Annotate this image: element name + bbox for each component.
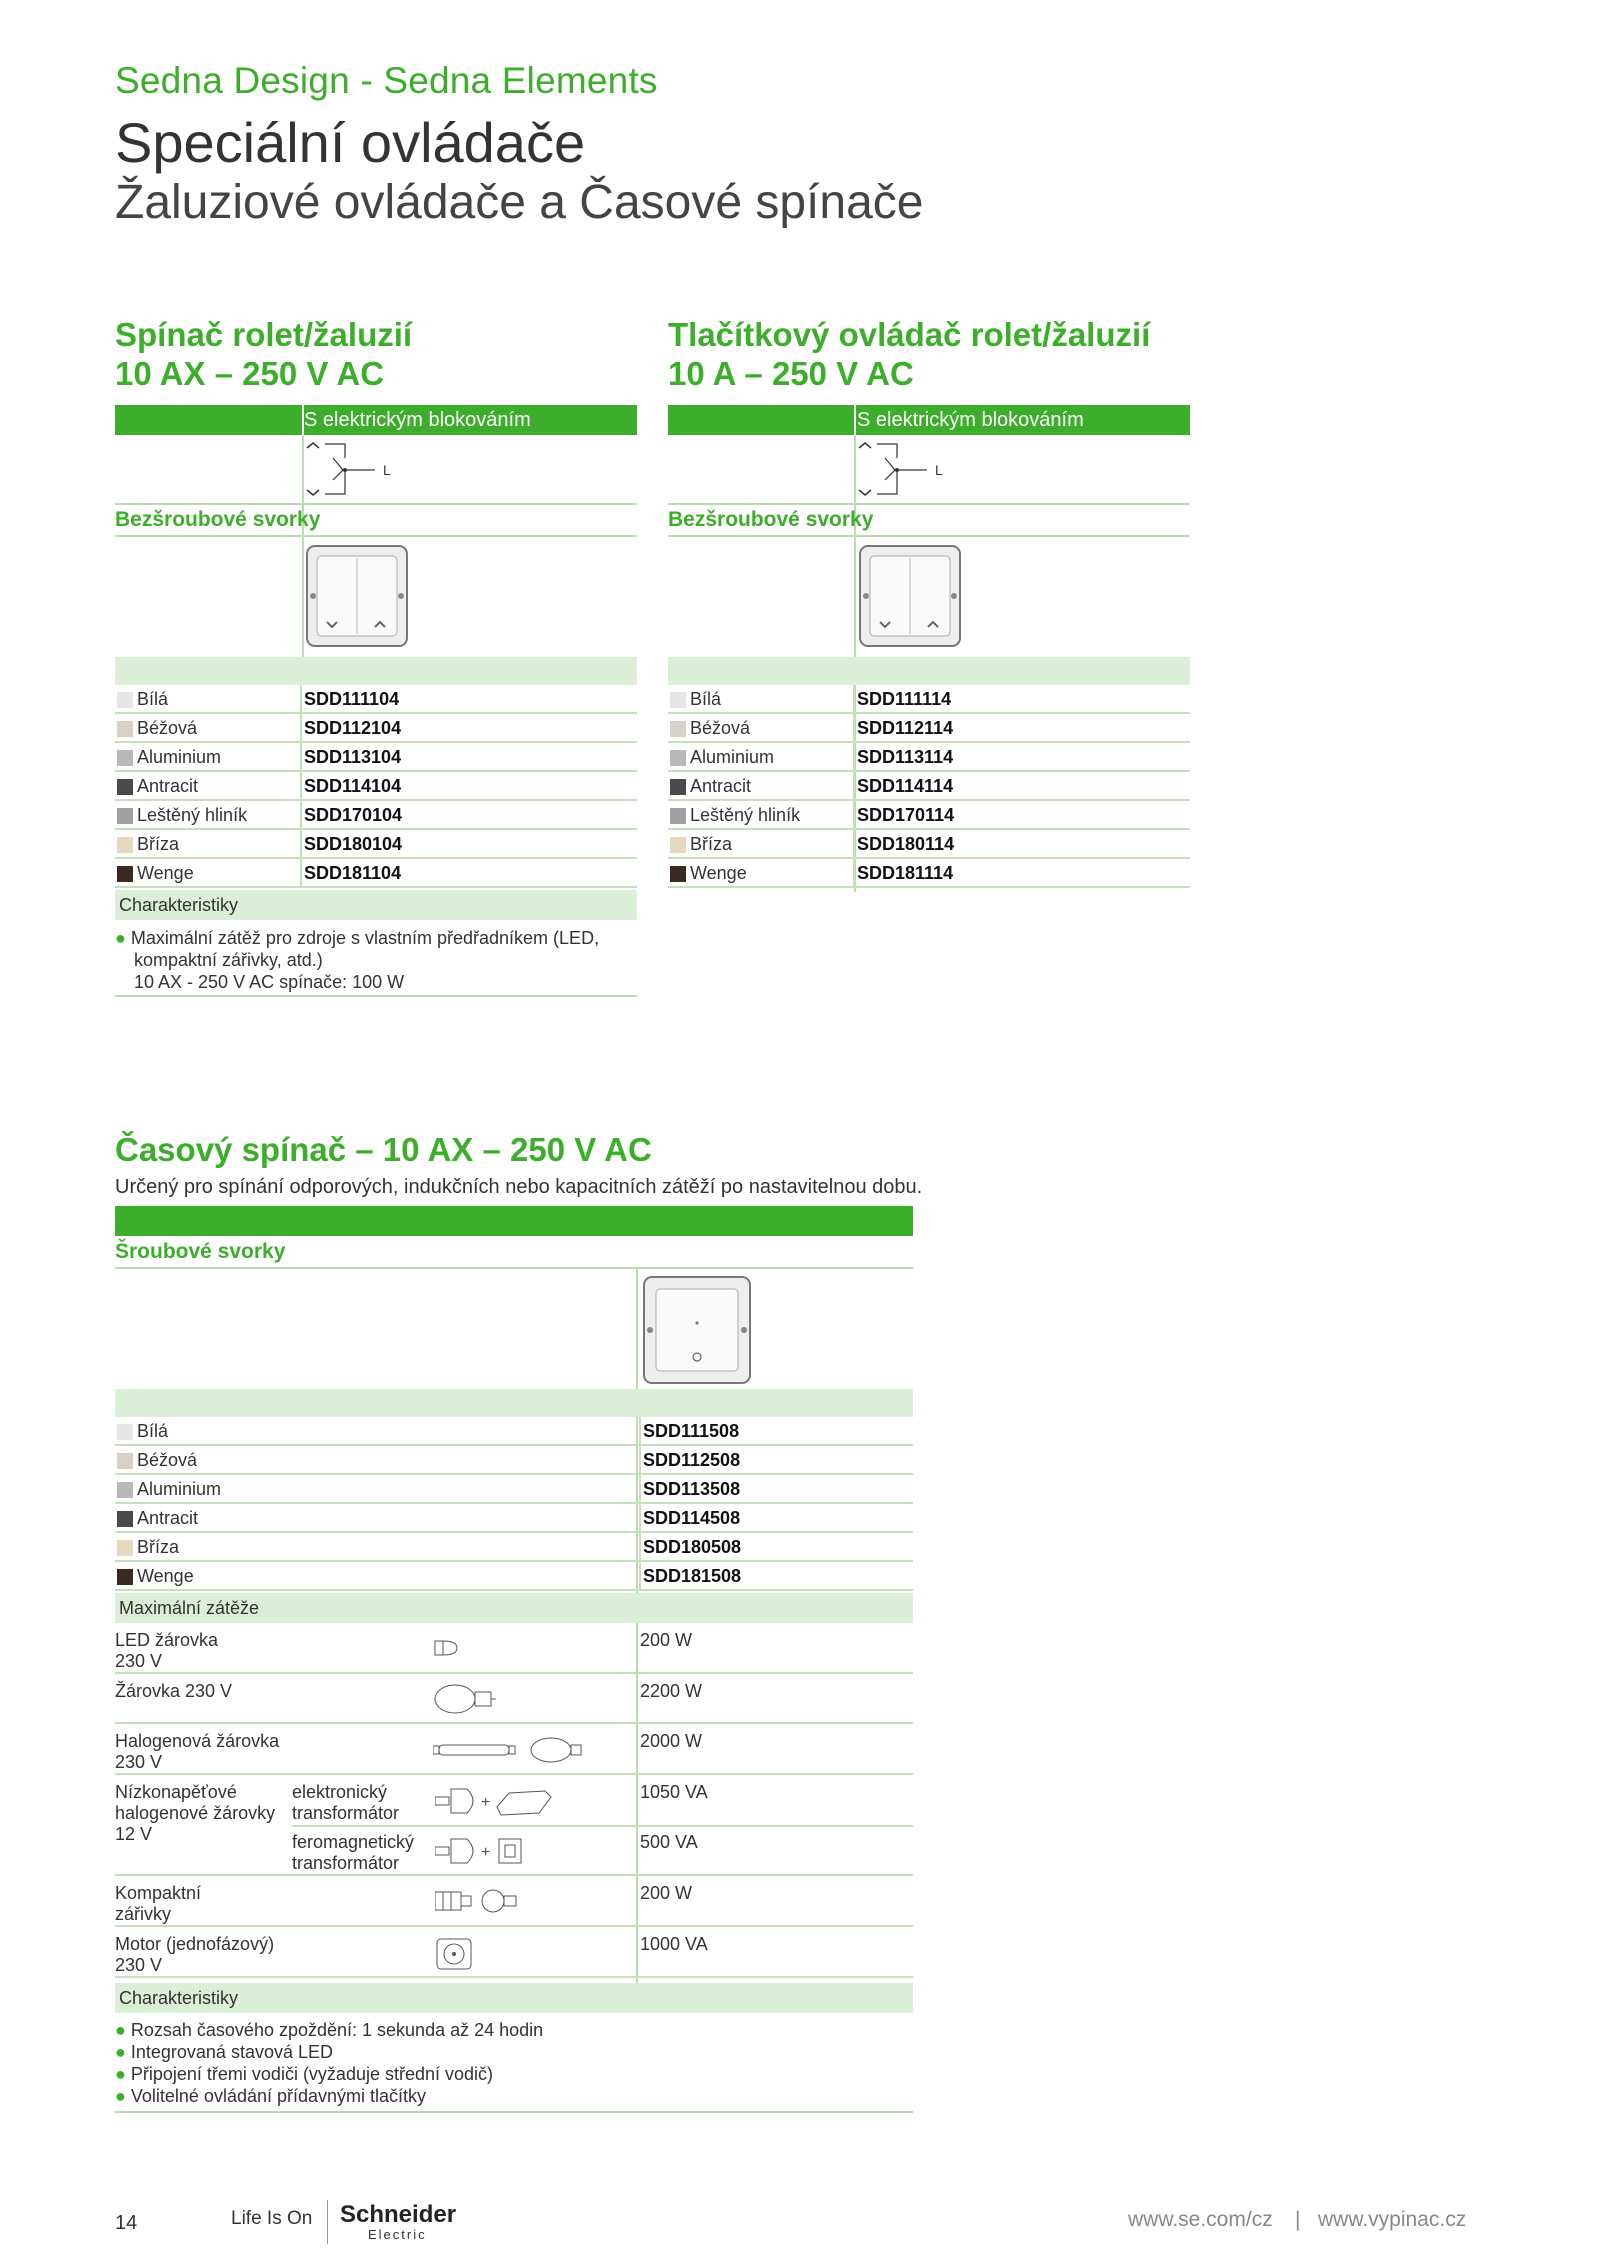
product-code: SDD181104 bbox=[304, 863, 402, 883]
section1-terminals-label: Bezšroubové svorky bbox=[115, 508, 321, 531]
section1-col-divider bbox=[302, 435, 304, 660]
color-name: Antracit bbox=[137, 1508, 199, 1528]
page-subtitle: Žaluziové ovládače a Časové spínače bbox=[115, 176, 924, 229]
table-row bbox=[668, 830, 1190, 859]
pushbutton-diagram-icon bbox=[857, 440, 952, 500]
color-swatch bbox=[670, 750, 686, 766]
color-name: Béžová bbox=[137, 1450, 198, 1470]
load-name: Motor (jednofázový) bbox=[115, 1934, 275, 1954]
table-row bbox=[115, 1504, 913, 1533]
char-line: 10 AX - 250 V AC spínače: 100 W bbox=[134, 972, 405, 992]
table-row bbox=[115, 859, 637, 888]
table-row bbox=[668, 772, 1190, 801]
color-swatch bbox=[670, 721, 686, 737]
product-code: SDD114104 bbox=[304, 776, 402, 796]
color-name: Aluminium bbox=[137, 747, 222, 767]
section3-light-bar bbox=[115, 1389, 913, 1417]
load-value: 200 W bbox=[640, 1630, 693, 1650]
load-value: 500 VA bbox=[640, 1832, 698, 1852]
transformer-type: elektronický bbox=[292, 1782, 388, 1802]
section1-char-bar bbox=[115, 890, 637, 920]
divider bbox=[668, 503, 1190, 505]
product-code: SDD112104 bbox=[304, 718, 402, 738]
color-swatch bbox=[117, 1540, 133, 1556]
color-name: Bříza bbox=[137, 834, 180, 854]
color-swatch bbox=[117, 1482, 133, 1498]
section2-title-line2: 10 A – 250 V AC bbox=[668, 355, 914, 392]
color-swatch bbox=[670, 837, 686, 853]
color-name: Leštěný hliník bbox=[137, 805, 248, 825]
bullet-text: Rozsah časového zpoždění: 1 sekunda až 24 hodin bbox=[130, 2020, 544, 2040]
section1-bar-label: S elektrickým blokováním bbox=[304, 409, 531, 431]
table-row bbox=[668, 714, 1190, 743]
section3-table bbox=[115, 1417, 913, 1591]
bullet-text: Volitelné ovládání přídavnými tlačítky bbox=[130, 2086, 427, 2106]
section1-header-bar bbox=[115, 405, 637, 435]
divider bbox=[668, 535, 1190, 537]
table-row bbox=[115, 1562, 913, 1591]
bullet-text: Integrovaná stavová LED bbox=[130, 2042, 333, 2062]
load-name: Nízkonapěťové bbox=[115, 1782, 237, 1802]
product-code: SDD180508 bbox=[643, 1537, 742, 1557]
load-row-led bbox=[115, 1623, 913, 1674]
load-row-low-voltage-halogen bbox=[115, 1775, 913, 1876]
table-row bbox=[115, 685, 637, 714]
color-swatch bbox=[670, 808, 686, 824]
table-row bbox=[115, 1533, 913, 1562]
color-swatch bbox=[117, 1569, 133, 1585]
table-row bbox=[115, 1446, 913, 1475]
load-row-motor bbox=[115, 1927, 913, 1978]
page-number: 14 bbox=[115, 2212, 138, 2234]
product-code: SDD114508 bbox=[643, 1508, 741, 1528]
product-code: SDD113114 bbox=[857, 747, 954, 767]
color-swatch bbox=[117, 1511, 133, 1527]
color-swatch bbox=[117, 866, 133, 882]
load-name: 230 V bbox=[115, 1752, 163, 1772]
section3-char-label: Charakteristiky bbox=[119, 1988, 239, 2008]
diagram-label-l: L bbox=[935, 462, 943, 478]
load-row-compact-fluorescent bbox=[115, 1876, 913, 1927]
product-code: SDD112114 bbox=[857, 718, 954, 738]
divider bbox=[115, 995, 637, 997]
bullet-item: ● Rozsah časového zpoždění: 1 sekunda až 24 hodin bbox=[115, 2020, 544, 2040]
color-name: Bříza bbox=[137, 1537, 180, 1557]
svg-text:+: + bbox=[481, 1794, 491, 1811]
load-value: 1050 VA bbox=[640, 1782, 708, 1802]
product-code: SDD112508 bbox=[643, 1450, 741, 1470]
product-code: SDD113104 bbox=[304, 747, 402, 767]
table-row bbox=[668, 743, 1190, 772]
color-swatch bbox=[670, 779, 686, 795]
load-name: Kompaktní bbox=[115, 1883, 202, 1903]
load-row-incandescent bbox=[115, 1674, 913, 1724]
svg-text:+: + bbox=[481, 1844, 491, 1861]
color-swatch bbox=[117, 1453, 133, 1469]
loads-bar bbox=[115, 1593, 913, 1623]
divider bbox=[115, 2111, 913, 2113]
color-name: Béžová bbox=[137, 718, 198, 738]
section2-terminals-label: Bezšroubové svorky bbox=[668, 508, 874, 531]
product-code: SDD180104 bbox=[304, 834, 403, 854]
table-row bbox=[668, 859, 1190, 888]
table-row bbox=[115, 830, 637, 859]
section2-header-bar bbox=[668, 405, 1190, 435]
load-name: zářivky bbox=[115, 1904, 172, 1924]
product-code: SDD111508 bbox=[643, 1421, 740, 1441]
section2-light-bar bbox=[668, 657, 1190, 685]
section1-char-label: Charakteristiky bbox=[119, 895, 239, 915]
color-swatch bbox=[117, 837, 133, 853]
table-row bbox=[115, 1475, 913, 1504]
section1-title-line1: Spínač rolet/žaluzií bbox=[115, 316, 413, 353]
table-row bbox=[115, 772, 637, 801]
color-swatch bbox=[117, 750, 133, 766]
load-row-halogen bbox=[115, 1724, 913, 1775]
color-name: Bílá bbox=[690, 689, 722, 709]
section3-bullets bbox=[115, 2019, 913, 2107]
product-code: SDD111104 bbox=[304, 689, 400, 709]
section2-table bbox=[668, 685, 1190, 888]
blind-switch-product-image bbox=[305, 544, 409, 648]
load-value: 2000 W bbox=[640, 1731, 703, 1751]
bullet-item: ● Připojení třemi vodiči (vyžaduje střední vodič) bbox=[115, 2064, 494, 2084]
page-title: Speciální ovládače bbox=[115, 111, 586, 174]
ferromagnetic-transformer-icon bbox=[435, 1833, 555, 1869]
load-value: 1000 VA bbox=[640, 1934, 708, 1954]
divider bbox=[115, 503, 637, 505]
section3-terminals-label: Šroubové svorky bbox=[115, 1240, 286, 1263]
divider bbox=[115, 1267, 913, 1269]
divider bbox=[327, 2200, 328, 2244]
table-row bbox=[668, 685, 1190, 714]
load-name: LED žárovka bbox=[115, 1630, 219, 1650]
color-swatch bbox=[117, 1424, 133, 1440]
table-row bbox=[668, 801, 1190, 830]
product-code: SDD180114 bbox=[857, 834, 955, 854]
color-name: Béžová bbox=[690, 718, 751, 738]
schneider-logo-sub: Electric bbox=[368, 2227, 427, 2242]
bullet-text: Připojení třemi vodiči (vyžaduje střední vodič) bbox=[130, 2064, 494, 2084]
bullet-item: ● Integrovaná stavová LED bbox=[115, 2042, 333, 2062]
url-separator: | bbox=[1295, 2208, 1301, 2231]
load-name: Halogenová žárovka bbox=[115, 1731, 280, 1751]
color-swatch bbox=[117, 808, 133, 824]
halogen-lamp-icon bbox=[433, 1734, 583, 1766]
section3-description: Určený pro spínání odporových, indukčních nebo kapacitních zátěží po nastavitelnou dobu. bbox=[115, 1176, 923, 1198]
section1-title-line2: 10 AX – 250 V AC bbox=[115, 355, 385, 392]
section2-title bbox=[668, 315, 1150, 393]
section1-title bbox=[115, 315, 412, 393]
table-row bbox=[115, 1417, 913, 1446]
bullet-item: ● Volitelné ovládání přídavnými tlačítky bbox=[115, 2086, 427, 2106]
load-value: 2200 W bbox=[640, 1681, 703, 1701]
website-link-se[interactable]: www.se.com/cz bbox=[1128, 2208, 1273, 2231]
product-code: SDD114114 bbox=[857, 776, 954, 796]
char-line: Maximální zátěž pro zdroje s vlastním předřadníkem (LED, bbox=[130, 928, 600, 948]
transformer-type: transformátor bbox=[292, 1803, 400, 1823]
product-code: SDD181508 bbox=[643, 1566, 742, 1586]
color-name: Antracit bbox=[137, 776, 199, 796]
color-swatch bbox=[670, 692, 686, 708]
color-name: Aluminium bbox=[137, 1479, 222, 1499]
transformer-type: transformátor bbox=[292, 1853, 400, 1873]
section1-light-bar bbox=[115, 657, 637, 685]
color-name: Bílá bbox=[137, 1421, 169, 1441]
schneider-logo: Schneider bbox=[340, 2201, 457, 2228]
color-swatch bbox=[670, 866, 686, 882]
section3-title: Časový spínač – 10 AX – 250 V AC bbox=[115, 1131, 652, 1168]
section3-char-bar bbox=[115, 1983, 913, 2013]
color-name: Aluminium bbox=[690, 747, 775, 767]
color-name: Bříza bbox=[690, 834, 733, 854]
load-name: Žárovka 230 V bbox=[115, 1681, 233, 1701]
product-code: SDD113508 bbox=[643, 1479, 741, 1499]
motor-fan-icon bbox=[435, 1937, 475, 1971]
product-code: SDD111114 bbox=[857, 689, 952, 709]
website-link-vypinac[interactable]: www.vypinac.cz bbox=[1318, 2208, 1467, 2231]
incandescent-bulb-icon bbox=[433, 1682, 497, 1716]
color-swatch bbox=[117, 721, 133, 737]
section2-title-line1: Tlačítkový ovládač rolet/žaluzií bbox=[668, 316, 1151, 353]
divider bbox=[115, 535, 637, 537]
section1-table bbox=[115, 685, 637, 888]
section2-bar-label: S elektrickým blokováním bbox=[857, 409, 1084, 431]
table-row bbox=[115, 743, 637, 772]
color-name: Wenge bbox=[137, 1566, 194, 1586]
product-code: SDD170104 bbox=[304, 805, 403, 825]
transformer-type: feromagnetický bbox=[292, 1832, 415, 1852]
life-is-on-tagline: Life Is On bbox=[231, 2208, 313, 2229]
color-swatch bbox=[117, 779, 133, 795]
color-name: Wenge bbox=[690, 863, 747, 883]
load-name: halogenové žárovky bbox=[115, 1803, 276, 1823]
load-name: 230 V bbox=[115, 1651, 163, 1671]
color-swatch bbox=[117, 692, 133, 708]
led-bulb-icon bbox=[433, 1637, 461, 1659]
color-name: Leštěný hliník bbox=[690, 805, 801, 825]
timer-switch-product-image bbox=[642, 1275, 752, 1385]
load-name: 230 V bbox=[115, 1955, 163, 1975]
diagram-label-l: L bbox=[383, 462, 391, 478]
product-code: SDD181114 bbox=[857, 863, 954, 883]
section1-char-text: ● Maximální zátěž pro zdroje s vlastním předřadníkem (LED, kompaktní zářivky, atd.) 10 AX - 250 V AC spínače: 100 W bbox=[115, 927, 637, 993]
pushbutton-product-image bbox=[858, 544, 962, 648]
loads-label: Maximální zátěže bbox=[119, 1598, 260, 1618]
section3-header-bar bbox=[115, 1206, 913, 1236]
table-row bbox=[115, 714, 637, 743]
series-title: Sedna Design - Sedna Elements bbox=[115, 60, 658, 101]
table-row bbox=[115, 801, 637, 830]
color-name: Bílá bbox=[137, 689, 169, 709]
compact-fluorescent-icon bbox=[435, 1888, 535, 1914]
char-line: kompaktní zářivky, atd.) bbox=[134, 950, 323, 970]
product-code: SDD170114 bbox=[857, 805, 955, 825]
electronic-transformer-icon bbox=[435, 1783, 555, 1819]
color-name: Antracit bbox=[690, 776, 752, 796]
blind-switch-diagram-icon bbox=[305, 440, 400, 500]
load-value: 200 W bbox=[640, 1883, 693, 1903]
color-name: Wenge bbox=[137, 863, 194, 883]
load-name: 12 V bbox=[115, 1824, 153, 1844]
